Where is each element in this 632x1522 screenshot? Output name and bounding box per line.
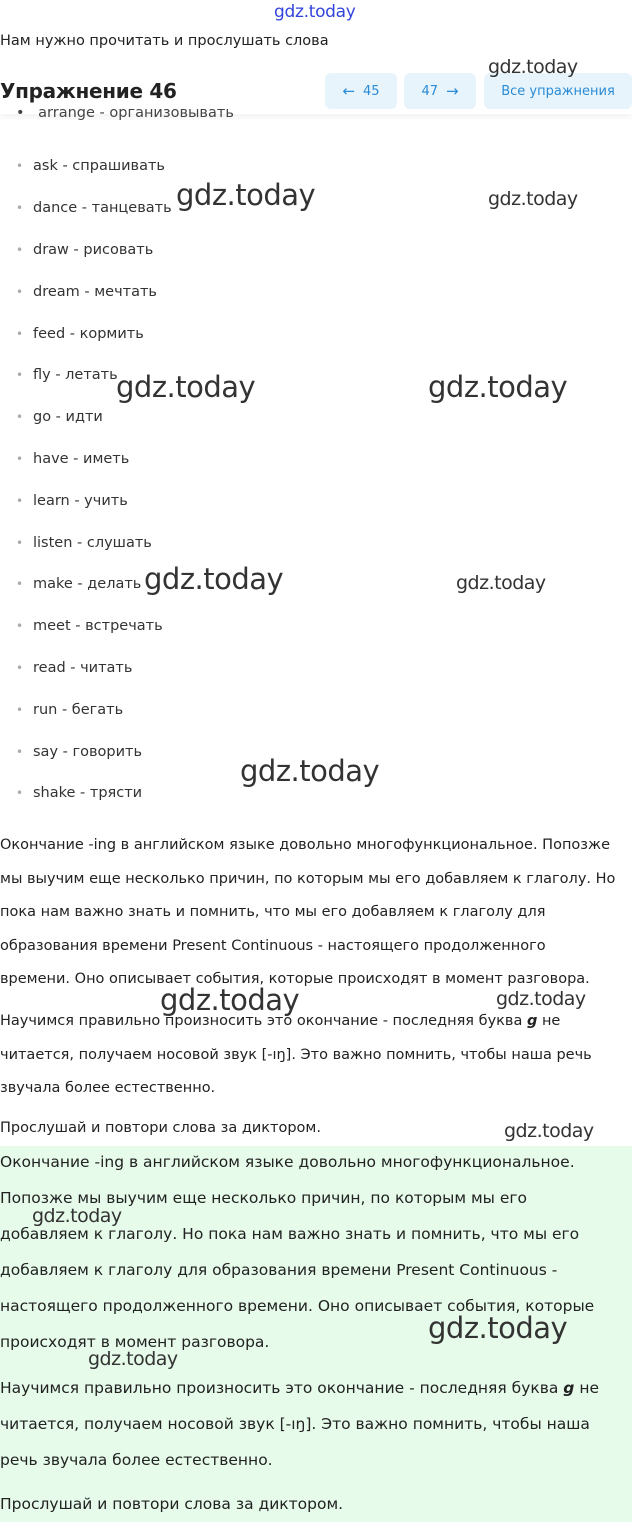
- bullet-icon: •: [16, 410, 24, 424]
- bullet-icon: •: [16, 159, 24, 173]
- bullet-icon: •: [16, 327, 24, 341]
- word-list-item-partial: • arrange - организовывать: [16, 105, 234, 121]
- text-line: Окончание -ing в английском языке довольно многофункциональное. Попозже: [0, 837, 610, 853]
- word-text: shake - трясти: [33, 785, 143, 801]
- bullet-icon: •: [16, 243, 24, 257]
- watermark: gdz.today: [488, 56, 578, 78]
- word-text: arrange - организовывать: [38, 105, 234, 121]
- text-line: Окончание -ing в английском языке довольно многофункциональное.: [0, 1153, 575, 1171]
- bullet-icon: •: [16, 452, 24, 466]
- bullet-icon: •: [16, 619, 24, 633]
- text-span: Научимся правильно произносить это окончание - последняя буква: [0, 1379, 564, 1397]
- next-exercise-label: 47: [421, 83, 438, 99]
- arrow-right-icon: →: [445, 82, 459, 100]
- prev-exercise-label: 45: [363, 83, 380, 99]
- text-span: Научимся правильно произносить это окончание - последняя буква: [0, 1013, 527, 1029]
- watermark: gdz.today: [456, 572, 546, 594]
- word-list-item: [0, 493, 300, 513]
- word-list-item: [0, 242, 300, 262]
- word-text: fly - летать: [33, 367, 118, 383]
- bullet-icon: •: [16, 201, 24, 215]
- word-text: have - иметь: [33, 451, 130, 467]
- all-exercises-label: Все упражнения: [501, 83, 615, 99]
- bullet-icon: •: [16, 745, 24, 759]
- bullet-icon: •: [16, 494, 24, 508]
- watermark: gdz.today: [144, 562, 284, 596]
- text-line: образования времени Present Continuous - настоящего продолженного: [0, 937, 546, 954]
- bullet-icon: •: [16, 703, 24, 717]
- answer-pronunciation-paragraph: [0, 1370, 632, 1478]
- word-text: say - говорить: [33, 744, 142, 760]
- word-text: make - делать: [33, 576, 142, 592]
- text-span: не: [537, 1013, 561, 1029]
- answer-instruction: Прослушай и повтори слова за диктором.: [0, 1495, 344, 1513]
- word-list-item: [0, 660, 300, 680]
- instruction-text: Прослушай и повтори слова за диктором.: [0, 1120, 321, 1136]
- text-line: настоящего продолженного времени. Оно описывает события, которые: [0, 1297, 595, 1315]
- watermark: gdz.today: [240, 754, 380, 788]
- text-line: [0, 1370, 632, 1406]
- bullet-icon: •: [16, 786, 24, 800]
- word-text: go - идти: [33, 409, 103, 425]
- watermark: gdz.today: [32, 1205, 122, 1227]
- watermark: gdz.today: [496, 988, 586, 1010]
- text-line: добавляем к глаголу. Но пока нам важно знать и помнить, что мы его: [0, 1225, 580, 1243]
- text-line: пока нам важно знать и помнить, что мы его добавляем к глаголу для: [0, 904, 546, 920]
- watermark: gdz.today: [428, 1311, 568, 1345]
- word-text: read - читать: [33, 660, 133, 676]
- text-line: мы выучим еще несколько причин, по которым мы его добавляем к глаголу. Но: [0, 870, 616, 887]
- all-exercises-button[interactable]: [484, 73, 632, 109]
- word-text: listen - слушать: [33, 535, 152, 551]
- text-line: происходят в момент разговора.: [0, 1333, 270, 1351]
- text-line: Попозже мы выучим еще несколько причин, по которым мы его: [0, 1189, 528, 1207]
- next-exercise-button[interactable]: [404, 73, 476, 109]
- word-list-item: [0, 409, 300, 429]
- text-line: читается, получаем носовой звук [-ıŋ]. Это важно помнить, чтобы наша речь: [0, 1046, 592, 1063]
- word-text: dance - танцевать: [33, 200, 172, 216]
- intro-text: Нам нужно прочитать и прослушать слова: [0, 33, 329, 49]
- watermark: gdz.today: [88, 1348, 178, 1370]
- bullet-icon: •: [16, 285, 24, 299]
- explanation-paragraph: [0, 829, 632, 997]
- bullet-icon: •: [16, 368, 24, 382]
- letter-g: g: [526, 1013, 538, 1029]
- word-list-item: [0, 451, 300, 471]
- watermark: gdz.today: [176, 178, 316, 212]
- text-line: [0, 1005, 632, 1039]
- word-text: draw - рисовать: [33, 242, 154, 258]
- bullet-icon: •: [16, 577, 24, 591]
- text-line: звучала более естественно.: [0, 1080, 216, 1096]
- watermark: gdz.today: [428, 370, 568, 404]
- word-text: ask - спрашивать: [33, 158, 165, 174]
- watermark: gdz.today: [160, 983, 300, 1017]
- watermark: gdz.today: [116, 370, 256, 404]
- word-list-item: [0, 326, 300, 346]
- word-list-item: [0, 785, 300, 805]
- pronunciation-paragraph: [0, 1005, 632, 1106]
- watermark: gdz.today: [488, 188, 578, 210]
- word-list-item: [0, 618, 300, 638]
- watermark: gdz.today: [504, 1120, 594, 1142]
- word-list-item: [0, 158, 300, 178]
- site-logo[interactable]: gdz.today: [274, 2, 356, 22]
- text-span: не: [574, 1379, 600, 1397]
- word-text: meet - встречать: [33, 618, 163, 634]
- page-title: Упражнение 46: [0, 79, 177, 103]
- text-line: читается, получаем носовой звук [-ıŋ]. Это важно помнить, чтобы наша: [0, 1415, 590, 1433]
- word-list-item: [0, 284, 300, 304]
- word-text: dream - мечтать: [33, 284, 157, 300]
- bullet-icon: •: [16, 536, 24, 550]
- prev-exercise-button[interactable]: [325, 73, 397, 109]
- word-list-item: [0, 535, 300, 555]
- word-text: feed - кормить: [33, 326, 144, 342]
- bullet-icon: •: [16, 661, 24, 675]
- word-text: learn - учить: [33, 493, 128, 509]
- text-line: речь звучала более естественно.: [0, 1451, 273, 1469]
- letter-g: g: [563, 1379, 575, 1397]
- arrow-left-icon: ←: [342, 82, 356, 100]
- text-line: добавляем к глаголу для образования времени Present Continuous -: [0, 1261, 558, 1279]
- word-text: run - бегать: [33, 702, 124, 718]
- word-list-item: [0, 702, 300, 722]
- text-line: времени. Оно описывает события, которые происходят в момент разговора.: [0, 971, 590, 987]
